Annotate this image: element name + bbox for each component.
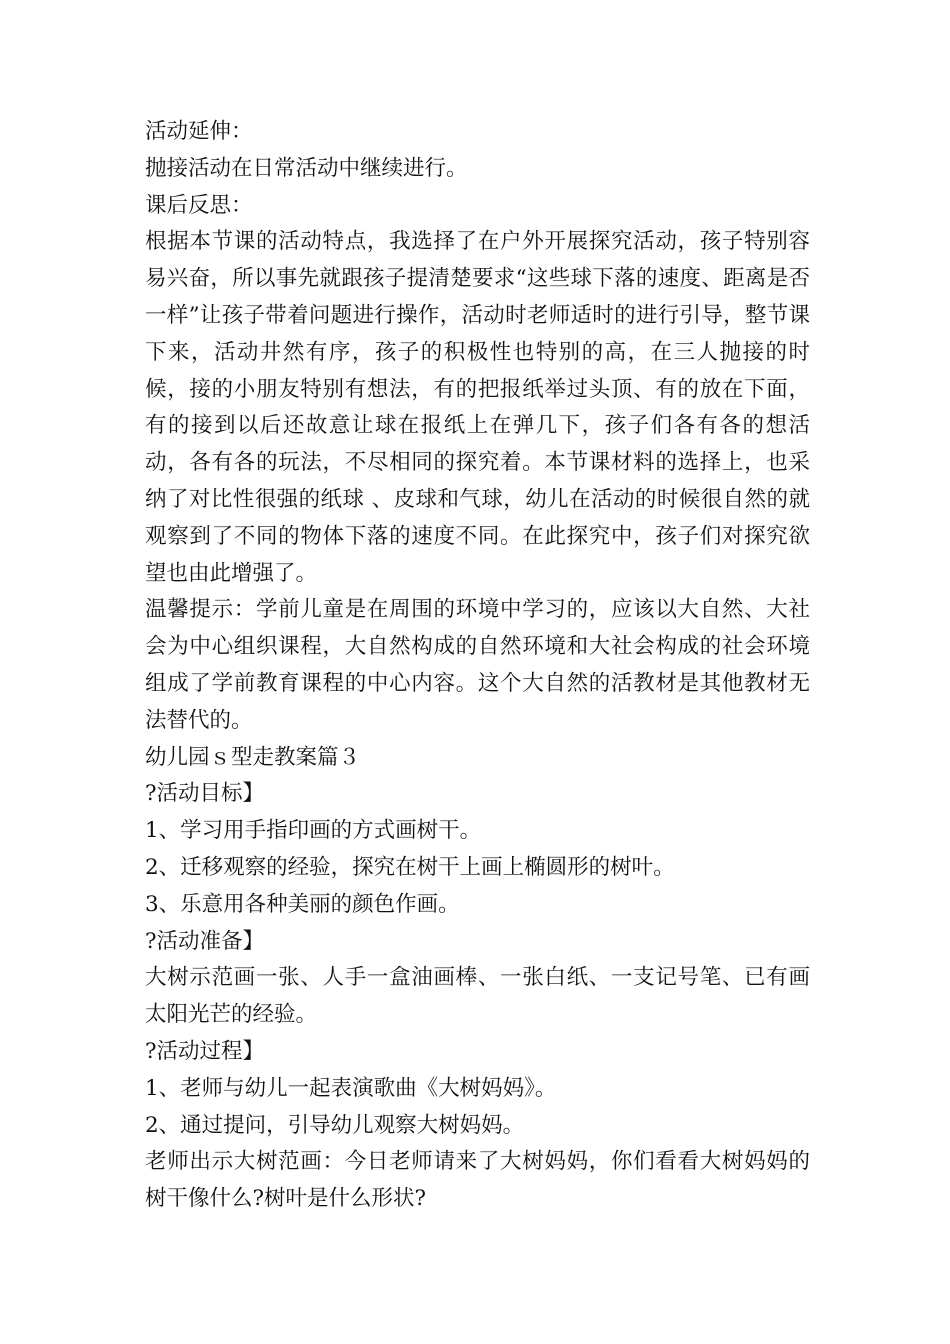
paragraph-process-body: 老师出示大树范画：今日老师请来了大树妈妈，你们看看大树妈妈的树干像什么?树叶是什么形状? — [145, 1149, 810, 1212]
lesson-title: 幼儿园ｓ型走教案篇３ — [145, 744, 361, 770]
document-page — [145, 114, 810, 1218]
process-item-2: 2、通过提问，引导幼儿观察大树妈妈。 — [145, 1112, 525, 1138]
paragraph-reflection-body: 根据本节课的活动特点，我选择了在户外开展探究活动，孩子特别容易兴奋，所以事先就跟孩子提清楚要求“这些球下落的速度、距离是否一样”让孩子带着问题进行操作，活动时老师适时的进行引导，整节课下来，活动井然有序，孩子的积极性也特别的高，在三人抛接的时候，接的小朋友特别有想法，有的把报纸举过头顶、有的放在下面，有的接到以后还故意让球在报纸上在弹几下，孩子们各有各的想活动，各有各的玩法，不尽相同的探究着。本节课材料的选择上，也采纳了对比性很强的纸球 、皮球和气球，幼儿在活动的时候很自然的就观察到了不同的物体下落的速度不同。在此探究中，孩子们对探究欲望也由此增强了。 — [145, 229, 810, 586]
paragraph-preparation-body: 大树示范画一张、人手一盒油画棒、一张白纸、一支记号笔、已有画太阳光芒的经验。 — [145, 965, 810, 1028]
goal-item-3: 3、乐意用各种美丽的颜色作画。 — [145, 891, 460, 917]
goal-item-1: 1、学习用手指印画的方式画树干。 — [145, 818, 482, 844]
section-heading-process: ?活动过程】 — [145, 1038, 265, 1064]
section-heading-goals: ?活动目标】 — [145, 781, 265, 807]
process-item-1: 1、老师与幼儿一起表演歌曲《大树妈妈》。 — [145, 1075, 557, 1101]
goal-item-2: 2、迁移观察的经验，探究在树干上画上椭圆形的树叶。 — [145, 854, 675, 880]
section-heading-extension: 活动延伸： — [145, 119, 253, 144]
section-heading-reflection: 课后反思： — [145, 192, 253, 218]
section-heading-preparation: ?活动准备】 — [145, 928, 265, 954]
paragraph-extension-body: 抛接活动在日常活动中继续进行。 — [145, 155, 468, 181]
paragraph-tip: 温馨提示：学前儿童是在周围的环境中学习的，应该以大自然、大社会为中心组织课程，大自然构成的自然环境和大社会构成的社会环境组成了学前教育课程的中心内容。这个大自然的活教材是其他教材无法替代的。 — [145, 597, 810, 733]
